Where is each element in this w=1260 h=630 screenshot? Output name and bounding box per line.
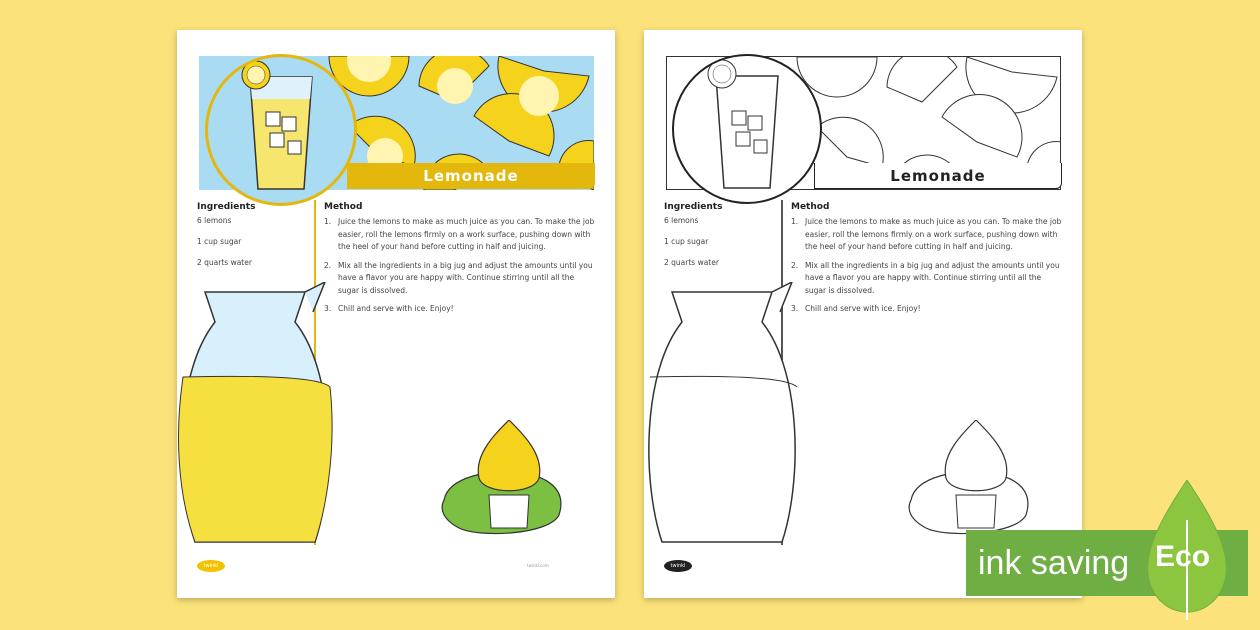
step-number: 1.	[324, 217, 332, 226]
glass-illustration-circle	[205, 54, 357, 206]
glass-illustration-circle	[672, 54, 822, 204]
jug-icon	[644, 282, 807, 554]
method-column	[324, 202, 596, 322]
method-step	[791, 303, 1063, 316]
step-text: Juice the lemons to make as much juice as you can. To make the job easier, roll the lemons firmly on a work surface, pushing down with the heel of your hand before cutting in half and juicing.	[338, 217, 595, 251]
method-column	[791, 202, 1063, 322]
step-text: Mix all the ingredients in a big jug and adjust the amounts until you have a flavor you are happy with. Continue stirring until all the sugar is dissolved.	[805, 260, 1060, 295]
step-number: 1.	[791, 217, 799, 226]
step-text: Chill and serve with ice. Enjoy!	[805, 304, 921, 313]
ingredients-column	[197, 202, 312, 279]
eco-label: Eco	[1155, 540, 1211, 573]
lemon-juicer-icon	[439, 420, 569, 540]
ink-saving-label: ink saving	[978, 543, 1130, 582]
step-text: Juice the lemons to make as much juice as you can. To make the job easier, roll the lemons firmly on a work surface, pushing down with the heel of your hand before cutting in half and juicing.	[805, 217, 1062, 251]
ingredients-column	[664, 202, 779, 279]
method-steps	[324, 216, 596, 316]
method-step	[324, 260, 596, 298]
recipe-title-bar	[347, 163, 595, 189]
ingredient-item: 1 cup sugar	[664, 237, 709, 246]
ingredients-heading: Ingredients	[664, 202, 723, 212]
step-text: Mix all the ingredients in a big jug and adjust the amounts until you have a flavor you are happy with. Continue stirring until all the sugar is dissolved.	[338, 260, 593, 295]
method-step	[324, 303, 596, 316]
jug-icon	[177, 282, 340, 554]
recipe-title-bar	[814, 163, 1062, 189]
worksheet-page-bw	[644, 30, 1082, 598]
ingredient-item: 2 quarts water	[664, 258, 719, 267]
recipe-title: Lemonade	[423, 167, 519, 185]
recipe-title: Lemonade	[890, 166, 986, 185]
step-number: 2.	[791, 260, 799, 270]
method-step	[791, 216, 1063, 254]
method-heading: Method	[791, 202, 830, 212]
ingredient-item: 2 quarts water	[197, 258, 252, 267]
step-number: 3.	[324, 304, 332, 313]
lemonade-glass-icon	[208, 57, 354, 203]
ingredients-heading: Ingredients	[197, 202, 256, 212]
lemon-juicer-icon	[906, 420, 1036, 540]
ingredient-item: 6 lemons	[664, 216, 699, 225]
twinkl-logo: twinkl	[197, 560, 225, 572]
step-text: Chill and serve with ice. Enjoy!	[338, 304, 454, 313]
lemonade-glass-icon	[674, 56, 820, 202]
method-heading: Method	[324, 202, 363, 212]
footer-url: twinkl.com	[527, 563, 549, 568]
ingredient-item: 6 lemons	[197, 216, 232, 225]
method-step	[791, 260, 1063, 298]
method-steps	[791, 216, 1063, 316]
ingredient-item: 1 cup sugar	[197, 237, 242, 246]
method-step	[324, 216, 596, 254]
twinkl-logo: twinkl	[664, 560, 692, 572]
worksheet-page-color	[177, 30, 615, 598]
step-number: 3.	[791, 304, 799, 313]
step-number: 2.	[324, 260, 332, 270]
